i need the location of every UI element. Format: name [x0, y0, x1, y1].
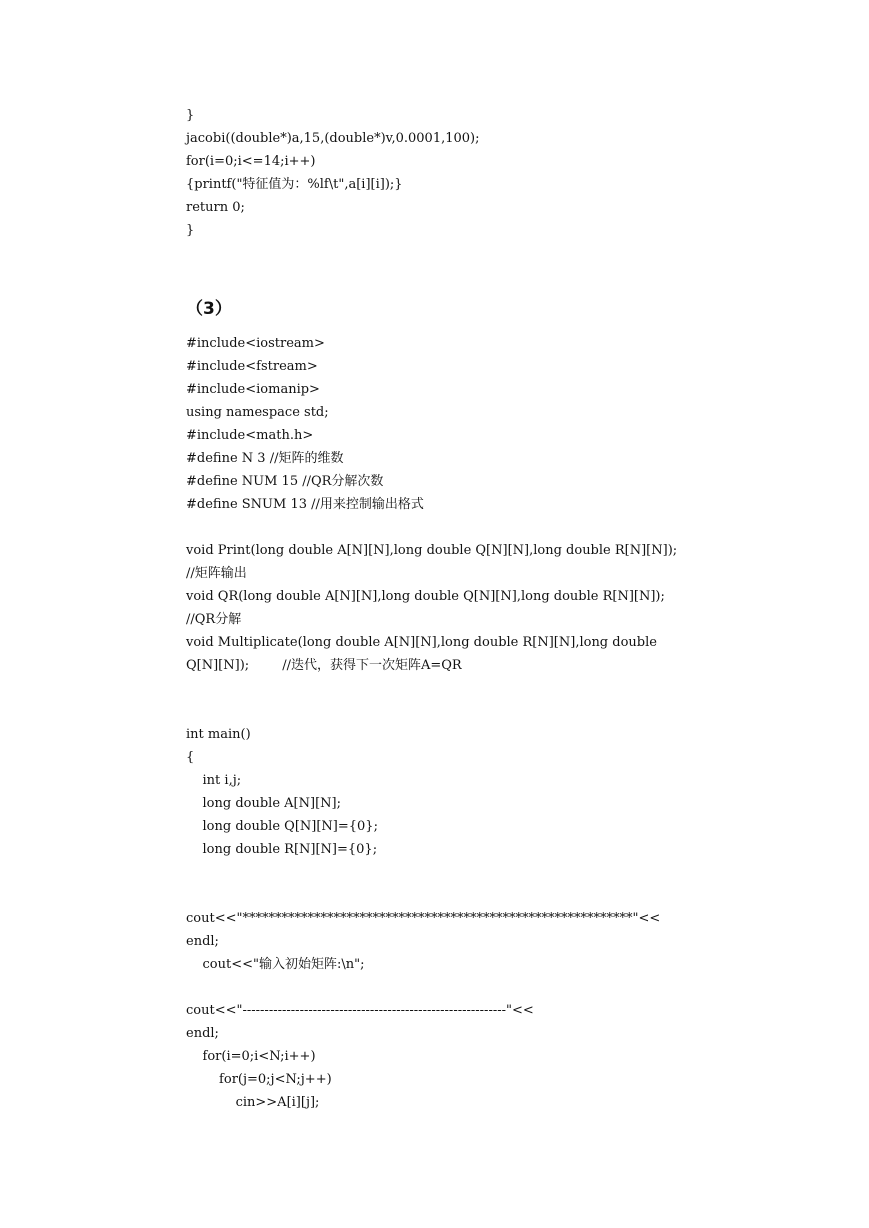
code-line — [186, 861, 677, 884]
code-block-jacobi-tail — [186, 104, 480, 242]
code-line: using namespace std; — [186, 405, 329, 420]
code-line: int main() — [186, 727, 251, 742]
code-line: #define NUM 15 //QR分解次数 — [186, 474, 384, 489]
code-line: void QR(long double A[N][N],long double Q[N][N],long double R[N][N]); — [186, 589, 665, 604]
code-line: cout<<"------------------------------------------------------------"<< — [186, 1003, 534, 1018]
code-line: endl; — [186, 1026, 219, 1041]
code-line: void Multiplicate(long double A[N][N],long double R[N][N],long double — [186, 635, 657, 650]
section-heading: （3） — [186, 299, 232, 319]
code-line: void Print(long double A[N][N],long double Q[N][N],long double R[N][N]); — [186, 543, 678, 558]
code-line: #define SNUM 13 //用来控制输出格式 — [186, 497, 424, 512]
code-line: endl; — [186, 934, 219, 949]
code-line: //矩阵输出 — [186, 566, 247, 581]
code-line — [186, 677, 677, 700]
code-line: for(i=0;i<=14;i++) — [186, 154, 316, 169]
code-line: Q[N][N]); //迭代，获得下一次矩阵A=QR — [186, 658, 462, 673]
code-line: int i,j; — [186, 773, 242, 788]
code-line: #include<fstream> — [186, 359, 318, 374]
code-line: } — [186, 108, 195, 123]
code-line: return 0; — [186, 200, 245, 215]
code-line: #define N 3 //矩阵的维数 — [186, 451, 344, 466]
code-line: #include<iomanip> — [186, 382, 320, 397]
code-line: for(j=0;j<N;j++) — [186, 1072, 332, 1087]
code-line: jacobi((double*)a,15,(double*)v,0.0001,100); — [186, 131, 480, 146]
code-line — [186, 700, 677, 723]
code-line: for(i=0;i<N;i++) — [186, 1049, 316, 1064]
code-line — [186, 516, 677, 539]
code-line: cin>>A[i][j]; — [186, 1095, 320, 1110]
code-line: #include<math.h> — [186, 428, 314, 443]
code-block-qr — [186, 332, 677, 1114]
code-line — [186, 976, 677, 999]
code-line: } — [186, 223, 195, 238]
code-line: long double R[N][N]={0}; — [186, 842, 378, 857]
code-line — [186, 884, 677, 907]
code-line: #include<iostream> — [186, 336, 325, 351]
code-line: //QR分解 — [186, 612, 242, 627]
code-line: long double Q[N][N]={0}; — [186, 819, 378, 834]
code-line: cout<<"************************************************************"<< — [186, 911, 661, 926]
code-line: { — [186, 750, 195, 765]
code-line: long double A[N][N]; — [186, 796, 341, 811]
code-line: cout<<"输入初始矩阵:\n"; — [186, 957, 365, 972]
code-line: {printf("特征值为：%lf\t",a[i][i]);} — [186, 177, 403, 192]
